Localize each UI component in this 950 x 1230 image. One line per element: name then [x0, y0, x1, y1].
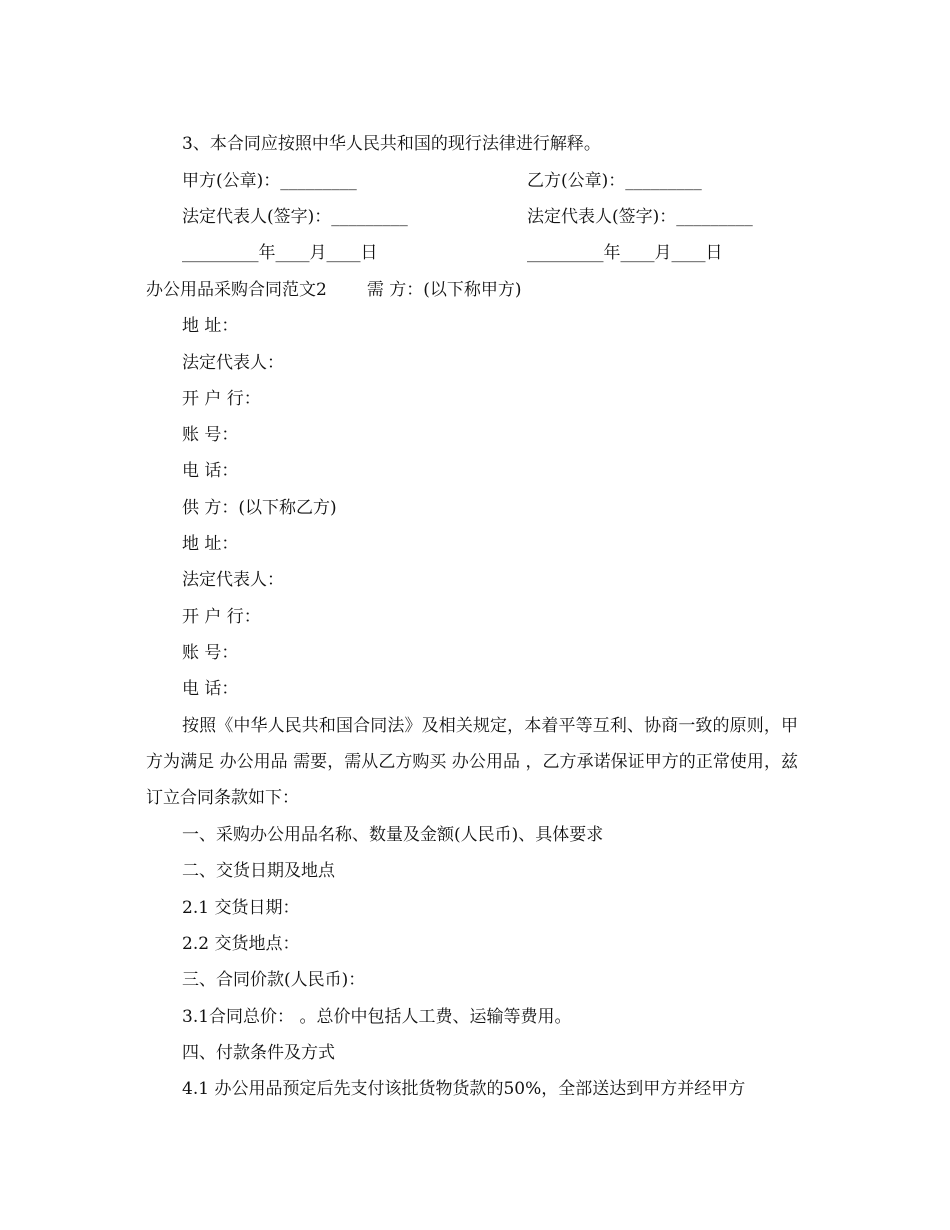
supplier-address: 地 址： [182, 534, 239, 554]
party-b-representative: 法定代表人(签字)：_________ [527, 207, 753, 227]
buyer-phone: 电 话： [182, 461, 239, 481]
contract-title-line [146, 277, 522, 303]
supplier-phone: 电 话： [182, 679, 239, 699]
supplier-account: 账 号： [182, 643, 239, 663]
clause-item: 3.1合同总价： 。总价中包括人工费、运输等费用。 [182, 1007, 572, 1027]
supplier-bank: 开 户 行： [182, 607, 261, 627]
clause-item: 2.2 交货地点： [182, 934, 300, 954]
party-b-seal: 乙方(公章)：_________ [527, 171, 702, 191]
party-b-date: _________年____月____日 [527, 243, 723, 263]
party-a-date: _________年____月____日 [182, 243, 378, 263]
clause-item: 一、采购办公用品名称、数量及金额(人民币)、具体要求 [182, 825, 604, 845]
contract-title: 办公用品采购合同范文2 [146, 280, 327, 300]
clause-item: 四、付款条件及方式 [182, 1043, 335, 1063]
party-a-representative: 法定代表人(签字)：_________ [182, 207, 408, 227]
party-a-seal: 甲方(公章)：_________ [182, 171, 357, 191]
supplier-heading: 供 方：(以下称乙方) [182, 498, 337, 518]
buyer-account: 账 号： [182, 425, 239, 445]
clause-item: 二、交货日期及地点 [182, 861, 335, 881]
clause-item: 4.1 办公用品预定后先支付该批货物货款的50%，全部送达到甲方并经甲方 [182, 1079, 746, 1099]
supplier-representative: 法定代表人： [182, 570, 284, 590]
intro-clause: 3、本合同应按照中华人民共和国的现行法律进行解释。 [182, 134, 601, 154]
buyer-representative: 法定代表人： [182, 353, 284, 373]
clause-item: 三、合同价款(人民币)： [182, 970, 366, 990]
preamble-paragraph: 按照《中华人民共和国合同法》及相关规定，本着平等互利、协商一致的原则，甲方为满足 办公用品 需要，需从乙方购买 办公用品 ，乙方承诺保证甲方的正常使用，兹订立合同条款如下： [146, 716, 798, 808]
clause-item: 2.1 交货日期： [182, 898, 300, 918]
buyer-address: 地 址： [182, 316, 239, 336]
buyer-bank: 开 户 行： [182, 389, 261, 409]
buyer-heading: 需 方：(以下称甲方) [366, 280, 522, 300]
